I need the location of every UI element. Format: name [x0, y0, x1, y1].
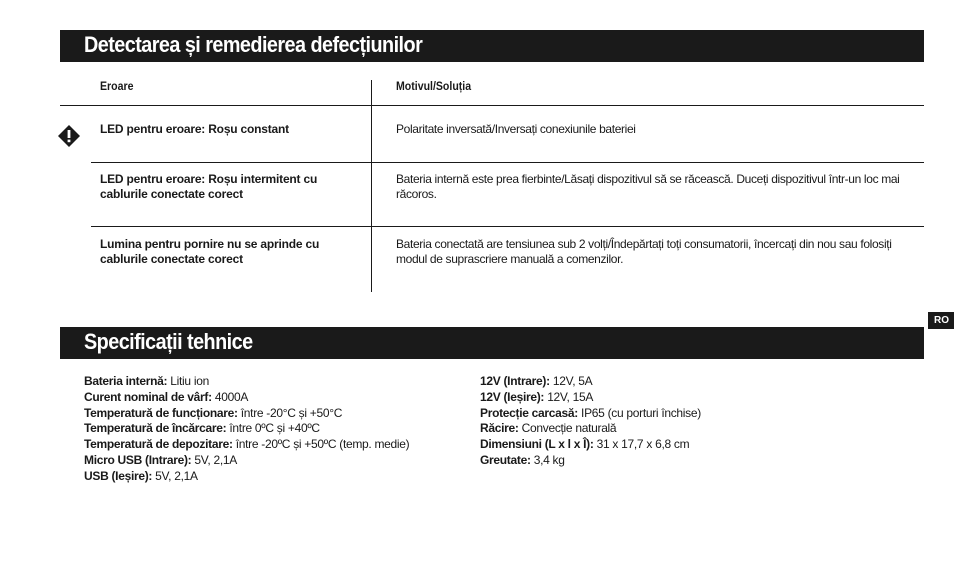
spec-row: [84, 421, 409, 437]
troubleshooting-title-bar: [60, 30, 924, 62]
table-row-3-reason: Bateria conectată are tensiunea sub 2 volți/Îndepărtați toți consumatorii, încercați din nou sau folosiți modul de suprascriere manuală a comenzilor.: [396, 237, 892, 266]
spec-label: Micro USB (Intrare):: [84, 452, 192, 467]
spec-row: [480, 453, 701, 469]
spec-value: 12V, 15A: [547, 389, 594, 404]
spec-row: [480, 390, 701, 406]
spec-row: [480, 406, 701, 422]
spec-row: [84, 390, 409, 406]
spec-label: Bateria internă:: [84, 374, 168, 388]
spec-label: Protecție carcasă:: [480, 405, 578, 420]
spec-label: Temperatură de încărcare:: [84, 421, 227, 436]
spec-value: 5V, 2,1A: [194, 452, 237, 467]
column-header-reason: Motivul/Soluția: [396, 79, 472, 93]
table-row-1-reason: Polaritate inversată/Inversați conexiunile bateriei: [396, 122, 636, 136]
spec-value: 5V, 2,1A: [155, 468, 198, 483]
spec-value: IP65 (cu porturi închise): [581, 405, 701, 420]
table-row-1-error: LED pentru eroare: Roșu constant: [100, 122, 289, 136]
spec-row: [84, 469, 409, 485]
specs-title: Specificații tehnice: [84, 329, 253, 354]
spec-value: între 0ºC și +40ºC: [229, 421, 320, 436]
spec-value: 4000A: [214, 389, 249, 404]
spec-row: [84, 453, 409, 469]
spec-value: Litiu ion: [170, 374, 209, 388]
spec-row: [84, 406, 409, 422]
column-header-error: Eroare: [100, 79, 134, 93]
specs-right-column: [480, 374, 701, 469]
troubleshooting-title: Detectarea și remedierea defecțiunilor: [84, 32, 423, 57]
table-row-divider: [91, 226, 924, 227]
spec-row: [480, 374, 701, 390]
spec-value: între -20°C și +50°C: [240, 405, 343, 420]
table-header-rule: [60, 105, 924, 106]
spec-value: Convecție naturală: [521, 421, 617, 436]
spec-row: [480, 421, 701, 437]
table-row-3-error: Lumina pentru pornire nu se aprinde cu cablurile conectate corect: [100, 237, 320, 266]
specs-title-bar: [60, 327, 924, 359]
spec-label: 12V (Ieșire):: [480, 389, 545, 404]
spec-value: 31 x 17,7 x 6,8 cm: [596, 437, 690, 452]
language-badge: RO: [928, 312, 954, 329]
spec-row: [84, 437, 409, 453]
spec-label: Greutate:: [480, 452, 531, 467]
spec-label: Dimensiuni (L x l x Î):: [480, 437, 594, 452]
table-row-2-reason: Bateria internă este prea fierbinte/Lăsați dispozitivul să se răcească. Duceți dispozitivul într-un loc mai răcoros.: [396, 172, 900, 201]
table-row-2-error: LED pentru eroare: Roșu intermitent cu cablurile conectate corect: [100, 172, 318, 201]
spec-label: Temperatură de funcționare:: [84, 405, 238, 420]
table-row-divider: [91, 162, 924, 163]
spec-value: 3,4 kg: [533, 452, 565, 467]
spec-label: Curent nominal de vârf:: [84, 389, 212, 404]
spec-label: USB (Ieșire):: [84, 468, 153, 483]
specs-left-column: [84, 374, 409, 485]
warning-octagon-icon: [58, 125, 80, 147]
table-column-divider: [371, 80, 372, 292]
spec-value: 12V, 5A: [552, 374, 593, 388]
spec-label: 12V (Intrare):: [480, 374, 550, 388]
spec-row: [84, 374, 409, 390]
spec-value: între -20ºC și +50ºC (temp. medie): [235, 437, 410, 452]
spec-label: Răcire:: [480, 421, 519, 436]
spec-row: [480, 437, 701, 453]
spec-label: Temperatură de depozitare:: [84, 437, 233, 452]
